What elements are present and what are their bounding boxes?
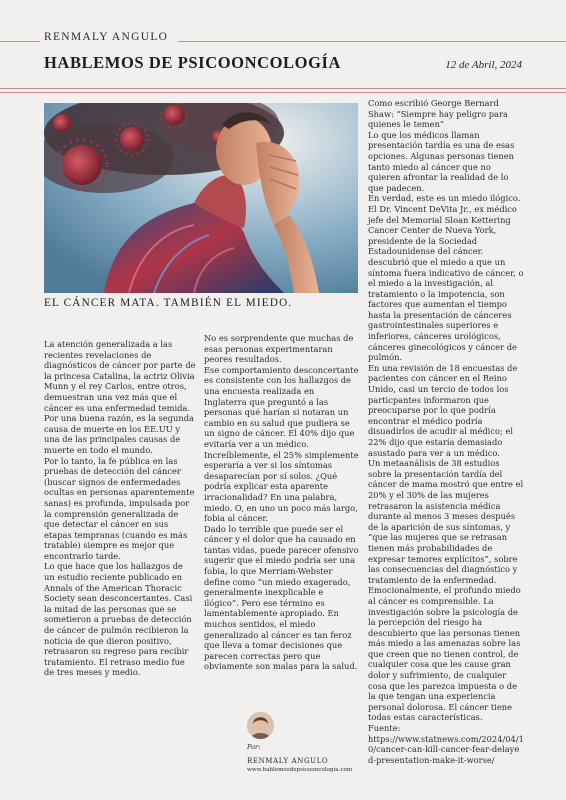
paragraph: Un metaanálisis de 38 estudios sobre la presentación tardía del cáncer de mama mostró que entre el 20% y el 30% de las mujeres retrasaron la asistencia médica durante al menos 3 meses después de la aparición de sus síntomas, y “que las mujeres que se retrasan tienen más probabilidades de expresar temores explícitos”, sobre las consecuencias del diagnóstico y tratamiento de la enfermedad.	[368, 458, 524, 585]
byline-label: Por:	[247, 743, 261, 751]
source-label: Fuente:	[368, 723, 401, 734]
author-name: RENMALY ANGULO	[44, 31, 169, 43]
paragraph: Como escribió George Bernard Shaw: “Siempre hay peligro para quienes le temen”	[368, 98, 508, 130]
paragraph: Lo que los médicos llaman presentación tardía es una de esas opciones. Algunas personas tienen tanto miedo al cáncer que no quieren afrontar la realidad de lo que padecen.	[368, 129, 515, 193]
paragraph: No es sorprendente que muchas de esas personas experimentaran peores resultados.	[204, 333, 354, 365]
author-portrait-icon	[247, 712, 274, 739]
masthead-rule-bottom	[0, 92, 566, 93]
paragraph: La atención generalizada a las recientes revelaciones de diagnósticos de cáncer por parte de la princesa Catalina, la actriz Olivia Munn y el rey Carlos, entre otros, demuestran una vez más que el cáncer es una enfermedad temida. Por una buena razón, es la segunda causa de muerte en los EE.UU y una de las principales causas de muerte en todo el mundo.	[44, 339, 196, 455]
hero-illustration	[44, 103, 358, 293]
paragraph: Por lo tanto, la fe pública en las pruebas de detección del cáncer (buscar signos de enfermedades ocultas en personas aparentemente sanas) es profunda, impulsada por la comprensión generalizada de que detectar el cáncer en sus etapas tempranas (cuando es más tratable) siempre es mejor que encontrarlo tarde.	[44, 455, 195, 561]
byline	[247, 712, 362, 773]
byline-website[interactable]: www.hablemosdepsicooncologia.com	[247, 767, 353, 773]
virus-icon	[53, 114, 71, 132]
paragraph: Ese comportamiento desconcertante es consistente con los hallazgos de una encuesta realizada en Inglaterra que preguntó a las personas qué harían si notaran un cambio en su salud que pudiera se un signo de cáncer. El 40% dijo que evitaría ver a un médico. Increíblemente, el 25% simplemente esperaría a ver si los síntomas desaparecían por sí solos. ¿Qué podría explicar esta aparente irracionalidad? En una palabra, miedo. O, en uno un poco más largo, fobia al cáncer.	[204, 364, 359, 524]
header-rule-left	[0, 41, 40, 42]
article-headline: EL CÁNCER MATA. TAMBIÉN EL MIEDO.	[44, 297, 293, 309]
byline-name: RENMALY ANGULO	[247, 757, 329, 765]
paragraph: Lo que hace que los hallazgos de un estudio reciente publicado en Annals of the American Thoracic Society sean desconcertantes. Casi la mitad de las personas que se sometieron a pruebas de detección de cáncer de pulmón recibieron la noticia de que dieron positivo, retrasaron su regreso para recibir tratamiento. El retraso medio fue de tres meses y medio.	[44, 561, 193, 678]
masthead-title: HABLEMOS DE PSICOONCOLOGÍA	[44, 53, 342, 72]
hero-illustration-svg	[44, 103, 358, 293]
paragraph: En una revisión de 18 encuestas de pacientes con cáncer en el Reino Unido, casi un tercio de todos los particpantes informaron que preocuparse por lo que podría encontrar el médico podría disuadirlos de acudir al médico; el 22% dijo que estaría demasiado asustado para ver a un médico.	[368, 362, 518, 458]
article-column-2	[204, 333, 359, 672]
paragraph: Dado lo terrible que puede ser el cáncer y el dolor que ha causado en tantas vidas, puede parecer ofensivo sugerir que el miedo podría ser una fobia, lo que Merriam-Webster define como “un miedo exagerado, generalmente inexplicable e ilógico”. Pero ese término es lamentablemente apropiado. En muchos sentidos, el miedo generalizado al cáncer es tan feroz que lleva a tomar decisiones que parecen correctas pero que obviamente son malas para la salud.	[204, 523, 359, 672]
source-link[interactable]: https://www.statnews.com/2024/04/10/cancer-can-kill-cancer-fear-delayed-presentation-make-it-worse/	[368, 733, 524, 765]
article-column-1	[44, 339, 196, 678]
issue-date: 12 de Abril, 2024	[445, 59, 522, 71]
avatar	[247, 712, 274, 739]
article-column-3	[368, 98, 524, 765]
paragraph: En verdad, este es un miedo ilógico. El Dr. Vincent DeVita Jr., ex médico jefe del Memorial Sloan Kettering Cancer Center de Nueva York, presidente de la Sociedad Estadounidense del cáncer. descubrió que el miedo a que un síntoma fuera indicativo de cáncer, o el miedo a la investigación, al tratamiento o la impotencia, son factores que aumentan el tiempo hasta la presentación de cánceres gastrointestinales superiores e inferiores, cánceres urológicos, cánceres ginecológicos y cáncer de pulmón.	[368, 193, 524, 363]
masthead-rule-top	[0, 88, 566, 89]
paragraph: Emocionalmente, el profundo miedo al cáncer es comprensible. La investigación sobre la psicología de la percepción del riesgo ha descubierto que las personas tienen más miedo a las amenazas sobre las que creen que no tienen control, de cualquier cosa que les cause gran dolor y sufrimiento, de cualquier cosa que les parezca impuesta o de la que tengan una experiencia personal dolorosa. El cáncer tiene todas estas características.	[368, 585, 521, 723]
